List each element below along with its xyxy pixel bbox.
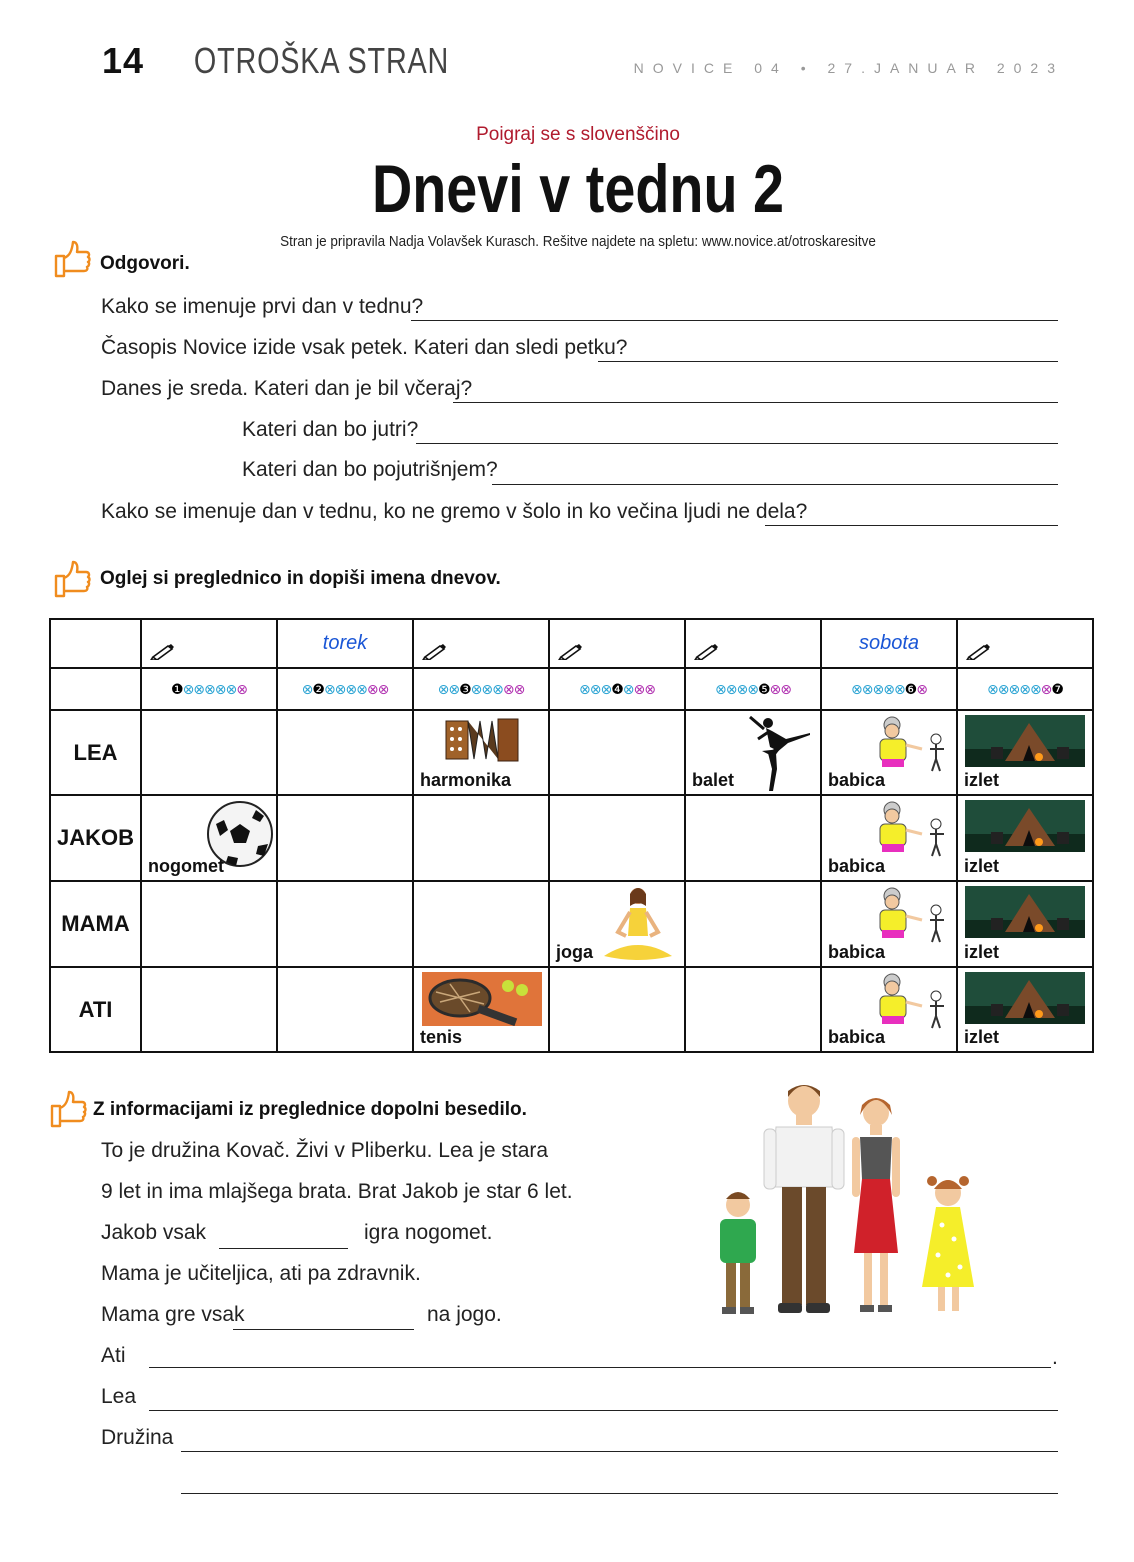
yoga-woman-icon xyxy=(600,884,676,964)
text-line-ati-end: . xyxy=(1052,1346,1058,1369)
schedule-cell xyxy=(277,881,413,967)
camping-tent-icon xyxy=(965,800,1085,852)
schedule-cell xyxy=(549,967,685,1052)
activity-label: balet xyxy=(692,770,735,790)
task1-label: Odgovori. xyxy=(100,253,190,274)
row-name-ati: ATI xyxy=(50,967,141,1052)
question-3: Danes je sreda. Kateri dan je bil včeraj? xyxy=(101,377,473,400)
schedule-cell xyxy=(957,881,1093,967)
schedule-cell xyxy=(277,710,413,795)
camping-tent-icon xyxy=(965,972,1085,1024)
text-line-5b: na jogo. xyxy=(427,1303,502,1326)
girl-figure xyxy=(922,1176,974,1311)
fill-line-lea[interactable] xyxy=(149,1410,1058,1411)
day-number-cell: ❶⊗⊗⊗⊗⊗⊗ xyxy=(141,668,277,710)
answer-line-6[interactable] xyxy=(765,525,1058,526)
text-line-lea: Lea xyxy=(101,1385,137,1408)
fill-line-ati[interactable] xyxy=(149,1367,1051,1368)
schedule-cell xyxy=(413,967,549,1052)
text-line-druzina: Družina xyxy=(101,1426,174,1449)
pencil-icon xyxy=(422,642,448,660)
corner-cell xyxy=(50,668,141,710)
answer-line-3[interactable] xyxy=(453,402,1058,403)
schedule-cell xyxy=(141,795,277,881)
schedule-cell xyxy=(277,795,413,881)
schedule-cell xyxy=(685,795,821,881)
kicker: Poigraj se s slovenščino xyxy=(476,124,680,145)
schedule-cell xyxy=(685,967,821,1052)
mother-figure xyxy=(852,1098,900,1312)
boy-figure xyxy=(720,1192,756,1314)
section-title: OTROŠKA STRAN xyxy=(193,40,450,81)
thumbs-up-icon xyxy=(46,1088,88,1130)
day-name-cell[interactable] xyxy=(549,619,685,668)
question-4: Kateri dan bo jutri? xyxy=(242,418,419,441)
week-schedule-table xyxy=(49,618,1094,1053)
issue-info: NOVICE 04 • 27.JANUAR 2023 xyxy=(633,60,1064,76)
family-illustration xyxy=(700,1075,990,1325)
corner-cell xyxy=(50,619,141,668)
thumbs-up-icon xyxy=(50,238,92,280)
day-name-cell[interactable] xyxy=(685,619,821,668)
schedule-cell xyxy=(685,881,821,967)
question-2: Časopis Novice izide vsak petek. Kateri dan sledi petku? xyxy=(101,336,628,359)
fill-line-extra[interactable] xyxy=(181,1493,1058,1494)
fill-blank-jakob[interactable] xyxy=(219,1248,348,1249)
page-number: 14 xyxy=(102,40,145,81)
row-name-lea: LEA xyxy=(50,710,141,795)
activity-label: izlet xyxy=(964,770,1000,790)
answer-line-4[interactable] xyxy=(416,443,1058,444)
activity-label: izlet xyxy=(964,856,1000,876)
activity-label: babica xyxy=(828,856,886,876)
schedule-cell xyxy=(141,710,277,795)
schedule-cell xyxy=(821,795,957,881)
activity-label: babica xyxy=(828,1027,886,1047)
text-line-3b: igra nogomet. xyxy=(364,1221,493,1244)
pencil-icon xyxy=(694,642,720,660)
row-name-jakob: JAKOB xyxy=(50,795,141,881)
text-line-2: 9 let in ima mlajšega brata. Brat Jakob je star 6 let. xyxy=(101,1180,573,1203)
task2-label: Oglej si preglednico in dopiši imena dnevov. xyxy=(100,568,501,589)
pencil-icon xyxy=(966,642,992,660)
activity-label: harmonika xyxy=(420,770,512,790)
schedule-cell xyxy=(957,967,1093,1052)
schedule-cell xyxy=(957,795,1093,881)
task3-label: Z informacijami iz preglednice dopolni besedilo. xyxy=(93,1099,527,1120)
day-name-cell[interactable] xyxy=(141,619,277,668)
answer-line-1[interactable] xyxy=(411,320,1058,321)
page-title: Dnevi v tednu 2 xyxy=(371,151,785,227)
schedule-cell xyxy=(821,881,957,967)
text-line-1: To je družina Kovač. Živi v Pliberku. Lea je stara xyxy=(101,1139,549,1162)
schedule-cell xyxy=(141,967,277,1052)
schedule-cell xyxy=(549,795,685,881)
accordion-icon xyxy=(444,715,520,765)
father-figure xyxy=(764,1085,844,1313)
credit-line: Stran je pripravila Nadja Volavšek Kurasch. Rešitve najdete na spletu: www.novice.at/otroskaresitve xyxy=(280,233,876,250)
row-name-mama: MAMA xyxy=(50,881,141,967)
question-5: Kateri dan bo pojutrišnjem? xyxy=(242,458,498,481)
day-number-cell: ⊗❷⊗⊗⊗⊗⊗⊗ xyxy=(277,668,413,710)
thumbs-up-icon xyxy=(50,558,92,600)
text-line-ati: Ati xyxy=(101,1344,126,1367)
day-number-cell: ⊗⊗⊗❹⊗⊗⊗ xyxy=(549,668,685,710)
text-line-3a: Jakob vsak xyxy=(101,1221,207,1244)
schedule-cell xyxy=(141,881,277,967)
text-line-4: Mama je učiteljica, ati pa zdravnik. xyxy=(101,1262,421,1285)
activity-label: izlet xyxy=(964,942,1000,962)
answer-line-5[interactable] xyxy=(492,484,1058,485)
schedule-cell xyxy=(277,967,413,1052)
day-number-cell: ⊗⊗⊗⊗⊗❻⊗ xyxy=(821,668,957,710)
question-6: Kako se imenuje dan v tednu, ko ne gremo v šolo in ko večina ljudi ne dela? xyxy=(101,500,808,523)
tennis-icon xyxy=(422,972,542,1026)
pencil-icon xyxy=(150,642,176,660)
schedule-cell xyxy=(957,710,1093,795)
day-name-cell: sobota xyxy=(821,619,957,668)
question-1: Kako se imenuje prvi dan v tednu? xyxy=(101,295,424,318)
answer-line-2[interactable] xyxy=(598,361,1058,362)
day-number-cell: ⊗⊗❸⊗⊗⊗⊗⊗ xyxy=(413,668,549,710)
schedule-cell xyxy=(413,881,549,967)
day-name-cell[interactable] xyxy=(957,619,1093,668)
activity-label: joga xyxy=(556,942,594,962)
schedule-cell xyxy=(549,881,685,967)
camping-tent-icon xyxy=(965,886,1085,938)
fill-blank-mama[interactable] xyxy=(233,1329,414,1330)
activity-label: babica xyxy=(828,770,886,790)
day-number-cell: ⊗⊗⊗⊗❺⊗⊗ xyxy=(685,668,821,710)
camping-tent-icon xyxy=(965,715,1085,767)
day-number-cell: ⊗⊗⊗⊗⊗⊗❼ xyxy=(957,668,1093,710)
text-line-5a: Mama gre vsak xyxy=(101,1303,245,1326)
schedule-cell xyxy=(821,967,957,1052)
fill-line-druzina[interactable] xyxy=(181,1451,1058,1452)
schedule-cell xyxy=(821,710,957,795)
schedule-cell xyxy=(413,795,549,881)
activity-label: nogomet xyxy=(148,856,224,876)
day-name-cell[interactable] xyxy=(413,619,549,668)
activity-label: izlet xyxy=(964,1027,1000,1047)
schedule-cell xyxy=(413,710,549,795)
pencil-icon xyxy=(558,642,584,660)
activity-label: tenis xyxy=(420,1027,463,1047)
ballet-dancer-icon xyxy=(744,713,814,793)
schedule-cell xyxy=(685,710,821,795)
activity-label: babica xyxy=(828,942,886,962)
schedule-cell xyxy=(549,710,685,795)
day-name-cell: torek xyxy=(277,619,413,668)
